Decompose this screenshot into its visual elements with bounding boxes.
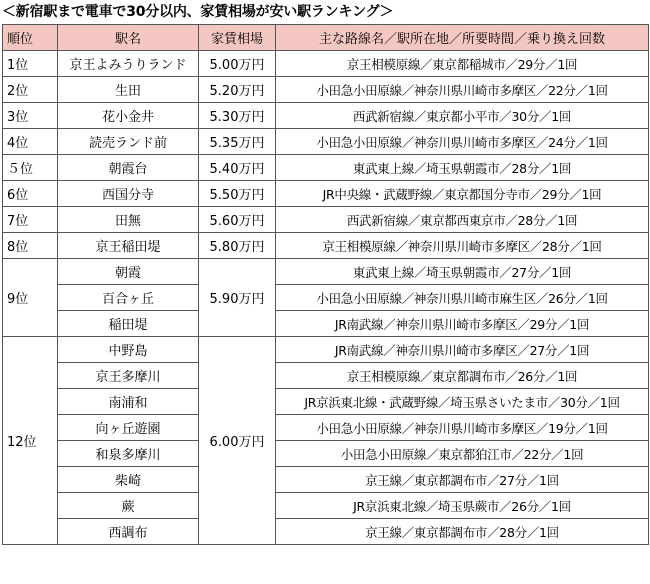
rank-cell: 7位 <box>3 207 58 233</box>
route-cell: 京王線／東京都調布市／27分／1回 <box>276 467 649 493</box>
route-cell: 小田急小田原線／神奈川県川崎市多摩区／19分／1回 <box>276 415 649 441</box>
header-row <box>3 25 649 51</box>
route-cell: 京王相模原線／東京都稲城市／29分／1回 <box>276 51 649 77</box>
rent-cell: 6.00万円 <box>199 337 276 545</box>
table-row <box>3 415 649 441</box>
route-cell: 京王相模原線／神奈川県川崎市多摩区／28分／1回 <box>276 233 649 259</box>
header-rank: 順位 <box>3 25 58 51</box>
route-cell: 小田急小田原線／神奈川県川崎市多摩区／22分／1回 <box>276 77 649 103</box>
station-cell: 読売ランド前 <box>58 129 199 155</box>
station-cell: 向ヶ丘遊園 <box>58 415 199 441</box>
table-row <box>3 77 649 103</box>
rent-cell: 5.50万円 <box>199 181 276 207</box>
station-cell: 西調布 <box>58 519 199 545</box>
rent-cell: 5.90万円 <box>199 259 276 337</box>
rank-cell: 9位 <box>3 259 58 337</box>
station-cell: 和泉多摩川 <box>58 441 199 467</box>
rent-cell: 5.30万円 <box>199 103 276 129</box>
table-body <box>3 51 649 545</box>
route-cell: 京王線／東京都調布市／28分／1回 <box>276 519 649 545</box>
station-cell: 百合ヶ丘 <box>58 285 199 311</box>
table-row <box>3 103 649 129</box>
route-cell: 東武東上線／埼玉県朝霞市／28分／1回 <box>276 155 649 181</box>
table-row <box>3 285 649 311</box>
station-cell: 柴崎 <box>58 467 199 493</box>
rank-cell: 2位 <box>3 77 58 103</box>
route-cell: 東武東上線／埼玉県朝霞市／27分／1回 <box>276 259 649 285</box>
route-cell: JR中央線・武蔵野線／東京都国分寺市／29分／1回 <box>276 181 649 207</box>
station-cell: 花小金井 <box>58 103 199 129</box>
rank-cell: 12位 <box>3 337 58 545</box>
station-cell: 稲田堤 <box>58 311 199 337</box>
route-cell: JR南武線／神奈川県川崎市多摩区／29分／1回 <box>276 311 649 337</box>
station-cell: 生田 <box>58 77 199 103</box>
route-cell: 小田急小田原線／神奈川県川崎市麻生区／26分／1回 <box>276 285 649 311</box>
ranking-table <box>2 24 649 545</box>
station-cell: 田無 <box>58 207 199 233</box>
table-row <box>3 129 649 155</box>
station-cell: 南浦和 <box>58 389 199 415</box>
rank-cell: 6位 <box>3 181 58 207</box>
table-row <box>3 155 649 181</box>
table-row <box>3 51 649 77</box>
table-row <box>3 181 649 207</box>
table-row <box>3 467 649 493</box>
station-cell: 京王稲田堤 <box>58 233 199 259</box>
station-cell: 西国分寺 <box>58 181 199 207</box>
rank-cell: ５位 <box>3 155 58 181</box>
station-cell: 京王多摩川 <box>58 363 199 389</box>
route-cell: 京王相模原線／東京都調布市／26分／1回 <box>276 363 649 389</box>
rank-cell: 1位 <box>3 51 58 77</box>
header-rent: 家賃相場 <box>199 25 276 51</box>
table-row <box>3 337 649 363</box>
header-route: 主な路線名／駅所在地／所要時間／乗り換え回数 <box>276 25 649 51</box>
rank-cell: 8位 <box>3 233 58 259</box>
route-cell: 小田急小田原線／東京都狛江市／22分／1回 <box>276 441 649 467</box>
table-row <box>3 493 649 519</box>
station-cell: 朝霞台 <box>58 155 199 181</box>
station-cell: 中野島 <box>58 337 199 363</box>
page-title: ＜新宿駅まで電車で30分以内、家賃相場が安い駅ランキング＞ <box>2 4 394 20</box>
route-cell: JR京浜東北線／埼玉県蕨市／26分／1回 <box>276 493 649 519</box>
rent-cell: 5.00万円 <box>199 51 276 77</box>
header-station: 駅名 <box>58 25 199 51</box>
rank-cell: 4位 <box>3 129 58 155</box>
route-cell: JR南武線／神奈川県川崎市多摩区／27分／1回 <box>276 337 649 363</box>
route-cell: JR京浜東北線・武蔵野線／埼玉県さいたま市／30分／1回 <box>276 389 649 415</box>
table-row <box>3 207 649 233</box>
table-row <box>3 311 649 337</box>
rent-cell: 5.60万円 <box>199 207 276 233</box>
table-row <box>3 233 649 259</box>
route-cell: 西武新宿線／東京都西東京市／28分／1回 <box>276 207 649 233</box>
table-row <box>3 389 649 415</box>
table-row <box>3 519 649 545</box>
station-cell: 蕨 <box>58 493 199 519</box>
table-row <box>3 441 649 467</box>
table-row <box>3 259 649 285</box>
rent-cell: 5.40万円 <box>199 155 276 181</box>
station-cell: 京王よみうりランド <box>58 51 199 77</box>
route-cell: 西武新宿線／東京都小平市／30分／1回 <box>276 103 649 129</box>
rent-cell: 5.80万円 <box>199 233 276 259</box>
rent-cell: 5.35万円 <box>199 129 276 155</box>
table-row <box>3 363 649 389</box>
route-cell: 小田急小田原線／神奈川県川崎市多摩区／24分／1回 <box>276 129 649 155</box>
station-cell: 朝霞 <box>58 259 199 285</box>
rank-cell: 3位 <box>3 103 58 129</box>
rent-cell: 5.20万円 <box>199 77 276 103</box>
